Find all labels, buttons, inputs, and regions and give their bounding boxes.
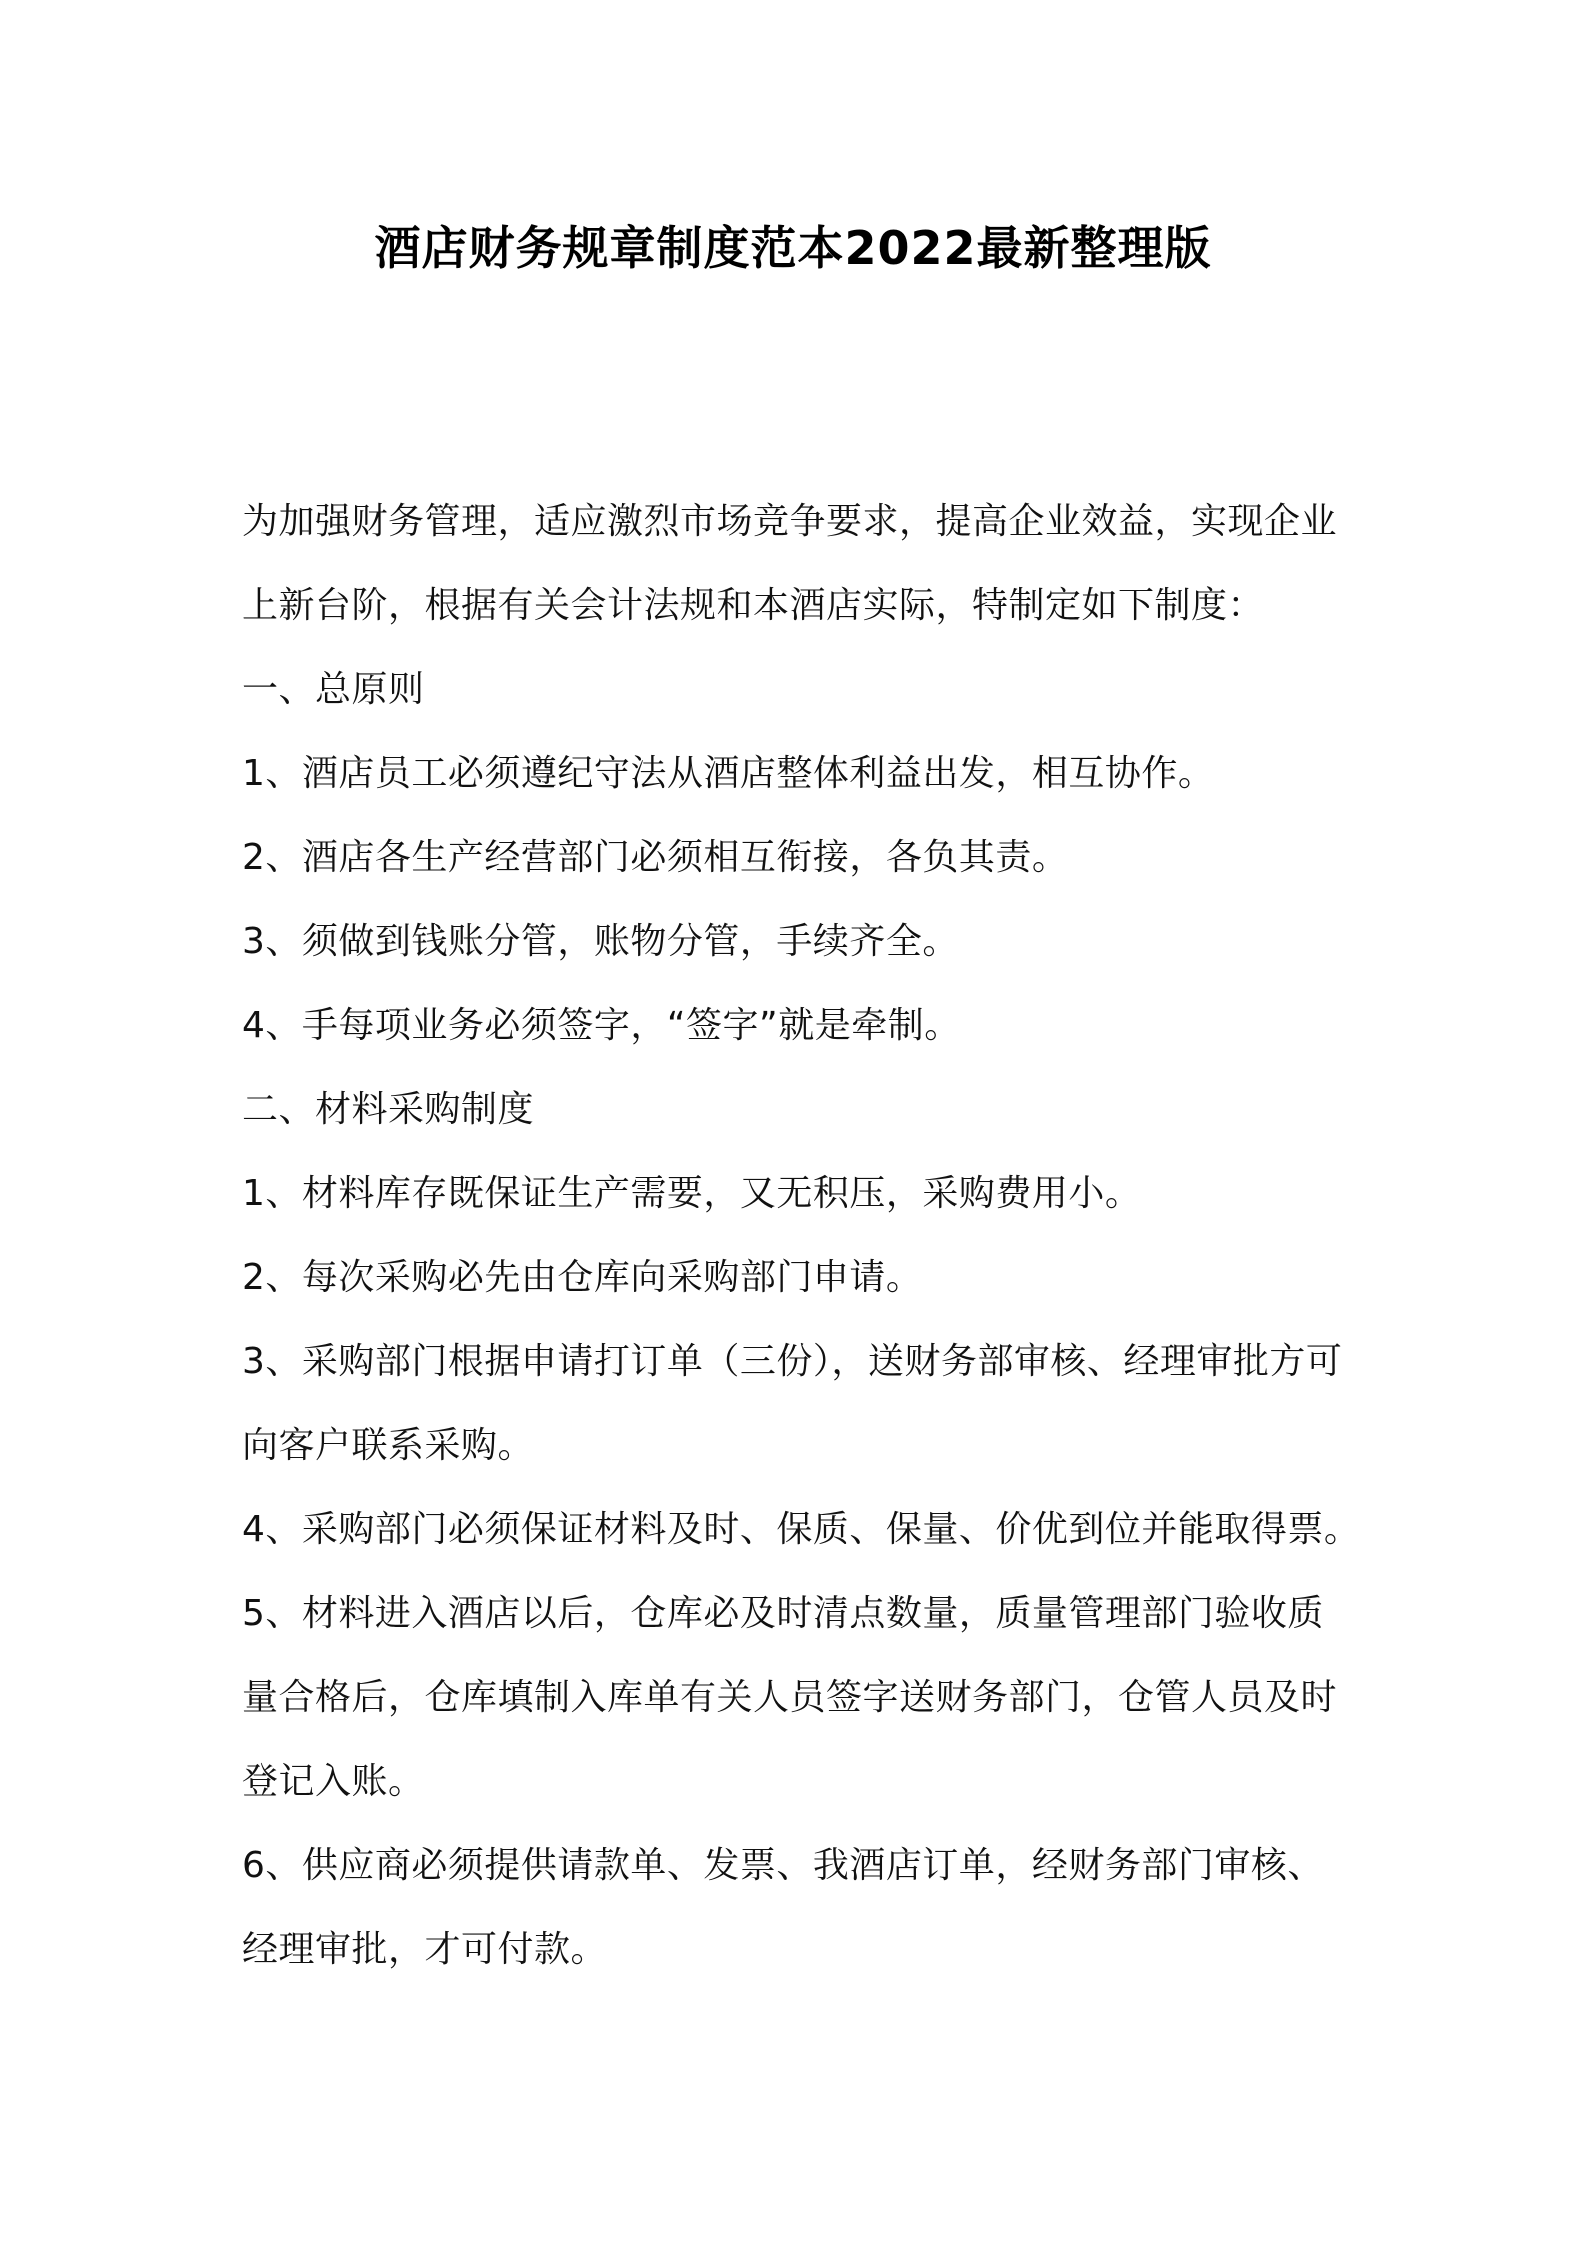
list-item: 4、采购部门必须保证材料及时、保质、保量、价优到位并能取得票。	[242, 1509, 1361, 1550]
list-item-continuation: 登记入账。	[242, 1761, 425, 1802]
paragraph-intro-line-1: 为加强财务管理，适应激烈市场竞争要求，提高企业效益，实现企业	[242, 501, 1338, 542]
list-item-continuation: 经理审批，才可付款。	[242, 1929, 608, 1970]
section-heading-material-purchasing: 二、材料采购制度	[242, 1089, 535, 1130]
list-item: 4、手每项业务必须签字，“签字”就是牵制。	[242, 1005, 961, 1046]
list-item-continuation: 量合格后，仓库填制入库单有关人员签字送财务部门，仓管人员及时	[242, 1677, 1338, 1718]
document-title: 酒店财务规章制度范本2022最新整理版	[374, 221, 1212, 275]
list-item: 3、采购部门根据申请打订单（三份），送财务部审核、经理审批方可	[242, 1341, 1343, 1382]
list-item: 2、每次采购必先由仓库向采购部门申请。	[242, 1257, 923, 1298]
list-item: 5、材料进入酒店以后，仓库必及时清点数量，质量管理部门验收质	[242, 1593, 1324, 1634]
paragraph-intro-line-2: 上新台阶，根据有关会计法规和本酒店实际，特制定如下制度：	[242, 585, 1265, 626]
list-item-continuation: 向客户联系采购。	[242, 1425, 535, 1466]
list-item: 1、酒店员工必须遵纪守法从酒店整体利益出发，相互协作。	[242, 753, 1215, 794]
list-item: 3、须做到钱账分管，账物分管，手续齐全。	[242, 921, 959, 962]
list-item: 1、材料库存既保证生产需要，又无积压，采购费用小。	[242, 1173, 1142, 1214]
list-item: 2、酒店各生产经营部门必须相互衔接，各负其责。	[242, 837, 1069, 878]
document-body	[242, 480, 1382, 1992]
list-item: 6、供应商必须提供请款单、发票、我酒店订单，经财务部门审核、	[242, 1845, 1324, 1886]
section-heading-general-principles: 一、总原则	[242, 669, 425, 710]
